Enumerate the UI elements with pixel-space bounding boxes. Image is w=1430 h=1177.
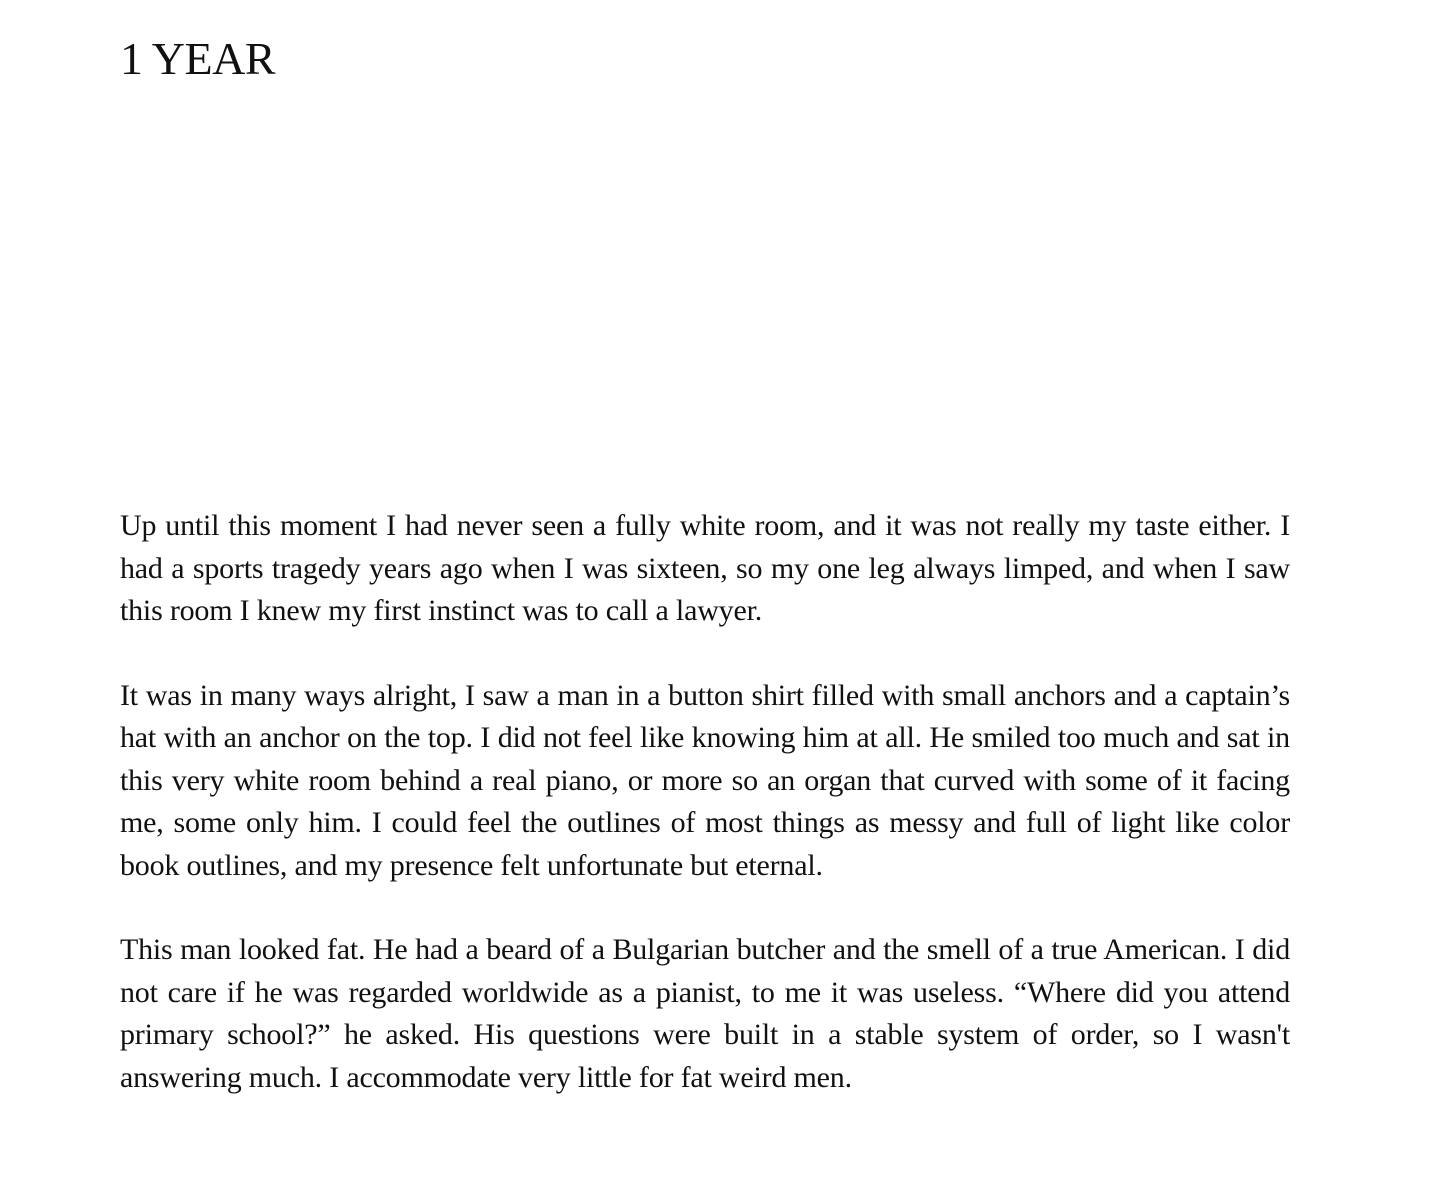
paragraph-1: Up until this moment I had never seen a fully white room, and it was not really my taste either. I had a sports tragedy years ago when I was sixteen, so my one leg always limped, and when I saw this room I knew my first instinct was to call a lawyer. bbox=[120, 509, 1290, 627]
chapter-body bbox=[120, 505, 1290, 1141]
paragraph-3: This man looked fat. He had a beard of a Bulgarian butcher and the smell of a true American. I did not care if he was regarded worldwide as a pianist, to me it was useless. “Where did you attend primary school?” he asked. His questions were built in a stable system of order, so I wasn't answering much. I accommodate very little for fat weird men. bbox=[120, 933, 1290, 1094]
chapter-title: 1 YEAR bbox=[120, 33, 276, 84]
document-page bbox=[120, 0, 1290, 1094]
paragraph-2: It was in many ways alright, I saw a man in a button shirt filled with small anchors and a captain’s hat with an anchor on the top. I did not feel like knowing him at all. He smiled too much and sat in this very white room behind a real piano, or more so an organ that curved with some of it facing me, some only him. I could feel the outlines of most things as messy and full of light like color book outlines, and my presence felt unfortunate but eternal. bbox=[120, 678, 1290, 882]
